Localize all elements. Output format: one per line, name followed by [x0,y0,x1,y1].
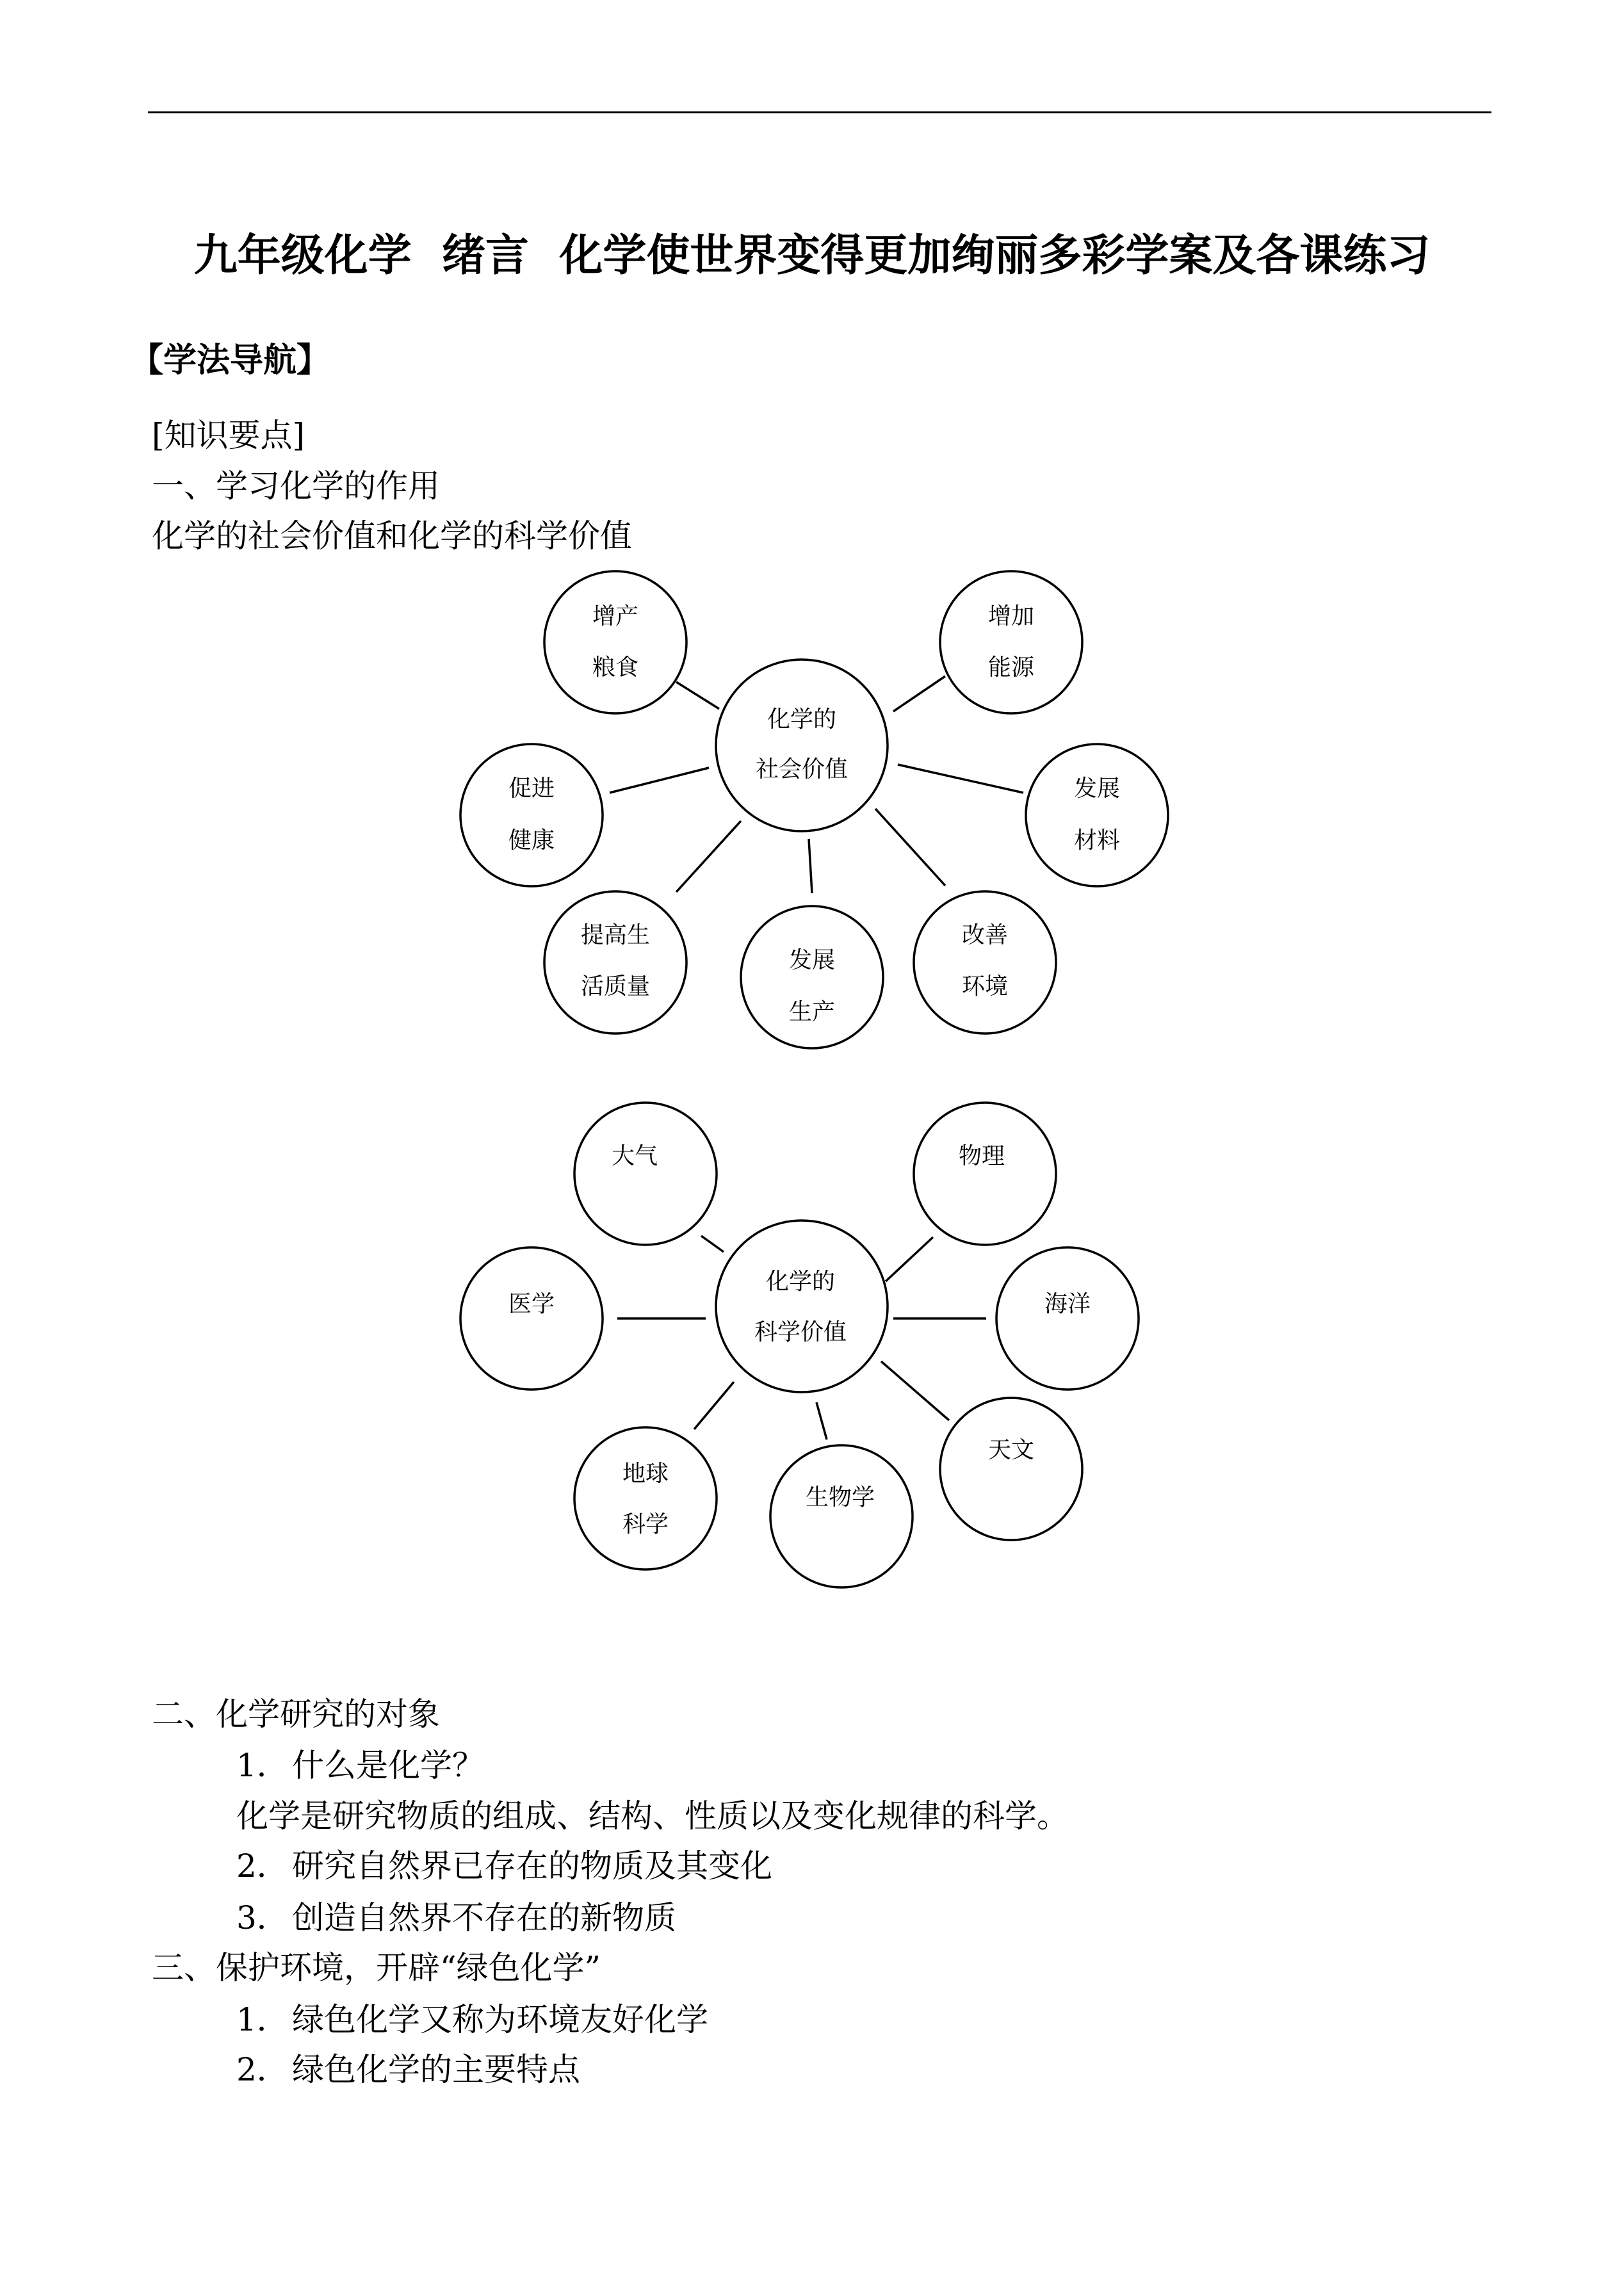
science-center-node [716,1220,888,1392]
node-label-line: 大气 [611,1143,658,1169]
list-item-text: 研究自然界已存在的物质及其变化 [292,1847,772,1885]
node-develop-materials [1026,744,1168,886]
node-label-line: 提高生 [580,922,651,948]
science-value-diagram [460,1103,1139,1587]
node-label-line: 物理 [958,1143,1005,1169]
node-label-line: 科学 [622,1511,669,1537]
list-item-number: 3． [236,1899,289,1936]
center-label-line: 社会价值 [755,756,849,783]
knowledge-subheading: 化学的社会价值和化学的科学价值 [152,517,632,555]
node-biology [770,1445,913,1587]
node-ocean [996,1247,1139,1390]
connector-line [893,676,945,711]
node-earth-science [574,1427,717,1569]
node-improve-life-quality [544,891,686,1034]
node-circle [914,1103,1056,1245]
list-item-number: 1． [236,2001,289,2038]
connector-line [881,1361,949,1420]
node-circle [770,1445,913,1587]
connector-line [809,839,812,893]
connector-line [898,765,1023,793]
node-label-line: 促进 [508,775,555,802]
connector-line [886,1237,933,1281]
node-circle [940,1398,1082,1540]
center-label-line: 化学的 [767,706,837,733]
node-label-line: 地球 [622,1461,669,1487]
node-label-line: 发展 [788,947,836,973]
node-promote-health [460,744,603,886]
node-circle [460,744,603,886]
node-circle [940,571,1082,713]
list-item-number: 2． [236,2051,289,2088]
center-label-line: 科学价值 [754,1319,847,1345]
node-circle [460,1247,603,1390]
node-physics [914,1103,1056,1245]
center-circle [716,660,888,831]
node-circle [544,571,686,713]
section-heading: 【学法导航】 [130,341,330,380]
node-label-line: 健康 [508,827,555,854]
social-center-node [716,660,888,831]
chemistry-definition: 化学是研究物质的组成、结构、性质以及变化规律的科学。 [236,1797,1069,1835]
node-label-line: 增加 [987,603,1035,629]
node-label-line: 海洋 [1044,1291,1091,1317]
node-circle [996,1247,1139,1390]
node-develop-production [741,906,883,1048]
node-label-line: 环境 [961,973,1009,1000]
node-label-line: 生产 [788,999,836,1025]
page-title: 九年级化学 绪言 化学使世界变得更加绚丽多彩学案及各课练习 [193,230,1431,281]
node-circle [574,1427,717,1569]
knowledge-heading: 一、学习化学的作用 [152,467,440,505]
node-circle [574,1103,717,1245]
connector-line [816,1402,827,1439]
knowledge-label: [知识要点] [152,417,305,454]
list-item-number: 2． [236,1847,289,1885]
node-circle [544,891,686,1034]
node-astronomy [940,1398,1082,1540]
node-label-line: 改善 [961,922,1009,948]
list-item-text: 绿色化学的主要特点 [292,2051,580,2088]
green-chemistry-heading: 三、保护环境，开辟“绿色化学” [152,1949,601,1986]
connector-line [701,1236,724,1252]
research-heading: 二、化学研究的对象 [152,1696,440,1733]
list-item-text: 绿色化学又称为环境友好化学 [292,2001,708,2038]
social-value-diagram [460,571,1168,1048]
center-label-line: 化学的 [765,1269,836,1295]
list-item-text: 创造自然界不存在的新物质 [292,1899,676,1936]
node-increase-energy [940,571,1082,713]
node-increase-food [544,571,686,713]
node-label-line: 增产 [592,603,639,629]
node-atmosphere [574,1103,717,1245]
node-circle [1026,744,1168,886]
node-circle [914,891,1056,1034]
list-item-text: 什么是化学？ [292,1747,484,1784]
node-label-line: 医学 [508,1291,555,1317]
node-label-line: 天文 [987,1437,1035,1463]
node-label-line: 生物学 [805,1484,875,1511]
node-improve-environment [914,891,1056,1034]
connector-line [676,821,741,892]
list-item-number: 1． [236,1747,289,1784]
node-label-line: 材料 [1073,827,1121,854]
node-label-line: 活质量 [580,973,651,1000]
connector-line [610,768,709,793]
center-circle [716,1220,888,1392]
connector-line [875,809,945,886]
connector-line [676,682,719,709]
node-label-line: 粮食 [592,654,639,681]
node-label-line: 能源 [987,654,1035,681]
connector-line [694,1382,734,1429]
node-label-line: 发展 [1073,775,1121,802]
node-medicine [460,1247,603,1390]
node-circle [741,906,883,1048]
